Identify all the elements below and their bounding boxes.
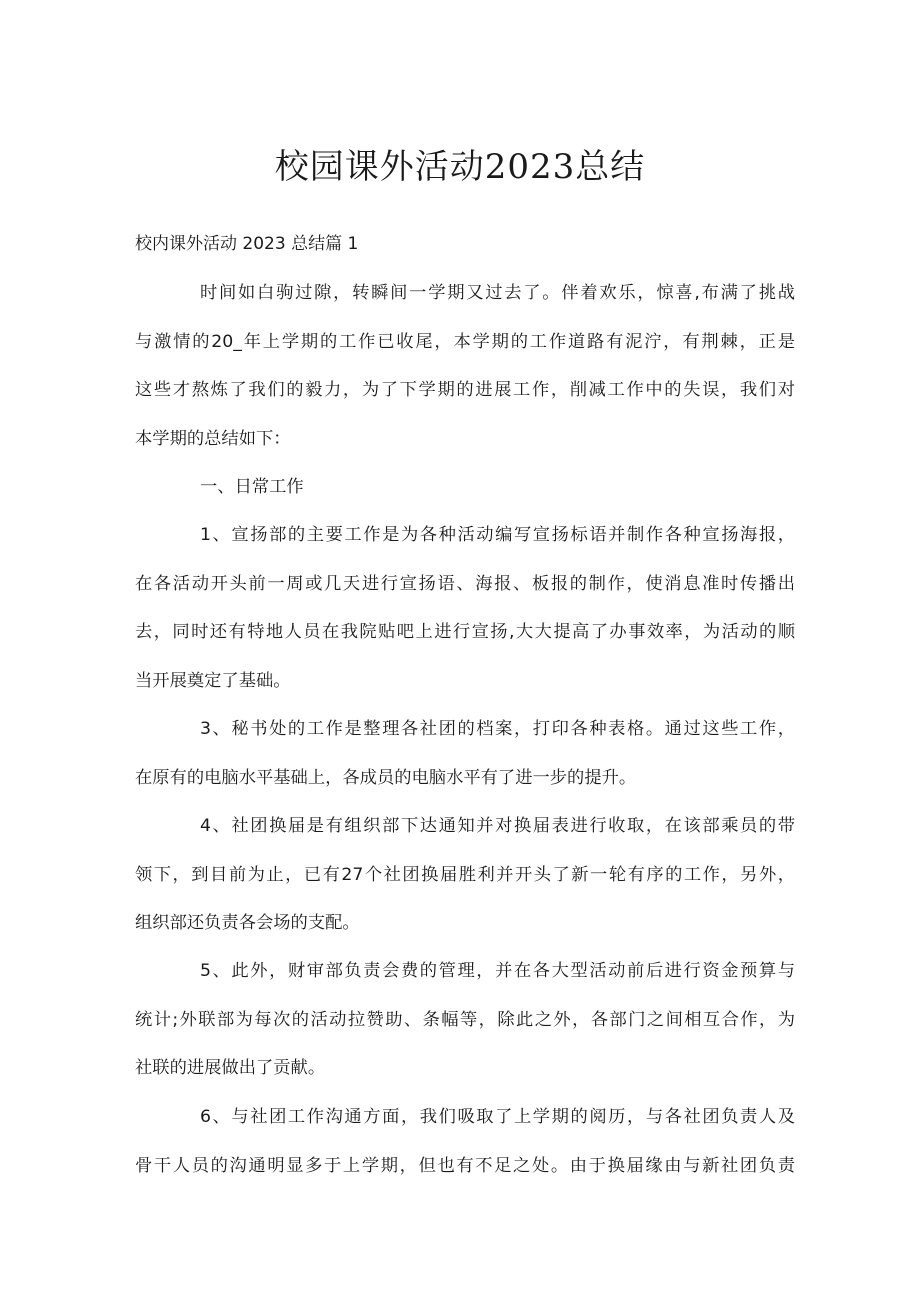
paragraph-line: 在各活动开头前一周或几天进行宣扬语、海报、板报的制作，使消息准时传播出: [135, 573, 795, 594]
document-subtitle: 校内课外活动 2023 总结篇 1: [135, 234, 359, 254]
paragraph-line: 领下，到目前为止，已有27个社团换届胜利并开头了新一轮有序的工作，另外，: [135, 864, 795, 885]
document-title: 校园课外活动2023总结: [274, 147, 646, 187]
paragraph-item-6: [135, 1093, 795, 1190]
section-heading-text: 一、日常工作: [200, 477, 304, 497]
paragraph-line: 组织部还负责各会场的支配。: [135, 913, 360, 933]
paragraph-line: 社联的进展做出了贡献。: [135, 1058, 326, 1078]
paragraph-item-4: [135, 802, 795, 948]
paragraph-line: 5、此外，财审部负责会费的管理，并在各大型活动前后进行资金预算与: [200, 961, 795, 981]
paragraph-line: 1、宣扬部的主要工作是为各种活动编写宣扬标语并制作各种宣扬海报，: [200, 525, 795, 545]
paragraph-line: 3、秘书处的工作是整理各社团的档案，打印各种表格。通过这些工作，: [200, 719, 795, 739]
paragraph-item-5: [135, 947, 795, 1093]
paragraph-intro: [135, 269, 795, 463]
paragraph-item-3: [135, 705, 795, 802]
paragraph-line: 骨干人员的沟通明显多于上学期，但也有不足之处。由于换届缘由与新社团负责: [135, 1155, 795, 1176]
paragraph-line: 6、与社团工作沟通方面，我们吸取了上学期的阅历，与各社团负责人及: [200, 1107, 795, 1127]
paragraph-line: 在原有的电脑水平基础上，各成员的电脑水平有了进一步的提升。: [135, 767, 637, 788]
paragraph-line: 统计;外联部为每次的活动拉赞助、条幅等，除此之外，各部门之间相互合作，为: [135, 1009, 795, 1030]
paragraph-line: 当开展奠定了基础。: [135, 670, 291, 691]
paragraph-line: 去，同时还有特地人员在我院贴吧上进行宣扬,大大提高了办事效率，为活动的顺: [135, 622, 795, 642]
paragraph-line: 4、社团换届是有组织部下达通知并对换届表进行收取，在该部乘员的带: [200, 816, 795, 836]
paragraph-line: 这些才熬炼了我们的毅力，为了下学期的进展工作，削减工作中的失误，我们对: [135, 380, 795, 400]
section-heading: [135, 463, 795, 512]
paragraph-line: 时间如白驹过隙，转瞬间一学期又过去了。伴着欢乐，惊喜,布满了挑战: [200, 283, 795, 303]
paragraph-line: 本学期的总结如下：: [135, 428, 291, 449]
paragraph-item-1: [135, 511, 795, 705]
paragraph-line: 与激情的20_年上学期的工作已收尾，本学期的工作道路有泥泞，有荆棘，正是: [135, 331, 795, 352]
